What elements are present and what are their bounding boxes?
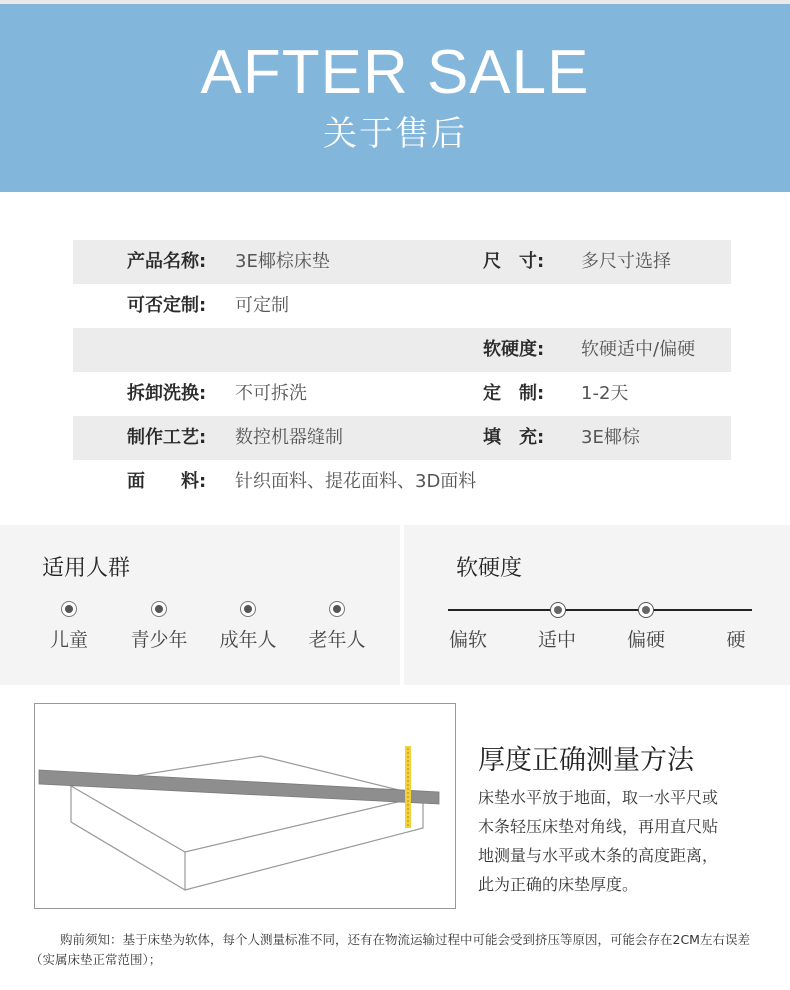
- spec-key: 面 料:: [127, 471, 207, 492]
- spec-key: 拆卸洗换:: [127, 383, 207, 404]
- hardness-marker-icon: [550, 602, 566, 618]
- option-teenagers: [114, 601, 204, 652]
- hardness-label: 偏硬: [626, 629, 665, 651]
- spec-row: [73, 372, 731, 416]
- option-elderly: [292, 601, 382, 652]
- hardness-panel: [404, 525, 790, 685]
- spec-key: 尺 寸:: [483, 251, 545, 272]
- method-line: 木条轻压床垫对角线，再用直尺贴: [478, 817, 719, 836]
- option-label: 老年人: [308, 629, 366, 651]
- option-label: 成年人: [219, 629, 277, 651]
- hardness-marker-icon: [638, 602, 654, 618]
- option-label: 儿童: [49, 629, 88, 651]
- spec-value: 不可拆洗: [235, 383, 307, 404]
- banner-title: AFTER SALE: [200, 38, 590, 107]
- hardness-scale-line: [448, 609, 752, 611]
- spec-row: [73, 416, 731, 460]
- hardness-label: 硬: [726, 629, 746, 651]
- product-spec-table: [73, 240, 731, 504]
- spec-row: [73, 240, 731, 284]
- option-children: [24, 601, 114, 652]
- suitable-people-panel: [0, 525, 400, 685]
- option-adults: [203, 601, 293, 652]
- measurement-method-title: 厚度正确测量方法: [478, 745, 694, 776]
- spec-key: 制作工艺:: [127, 427, 207, 448]
- hardness-title: 软硬度: [456, 556, 523, 581]
- hardness-label: 适中: [537, 629, 576, 651]
- option-label: 青少年: [130, 629, 188, 651]
- spec-key: 可否定制:: [127, 295, 207, 316]
- mattress-measure-illustration: [35, 704, 455, 908]
- spec-value: 多尺寸选择: [581, 251, 671, 272]
- measurement-diagram: [34, 703, 456, 909]
- banner-subtitle: 关于售后: [323, 114, 467, 154]
- radio-dot-icon: [151, 601, 167, 617]
- radio-dot-icon: [240, 601, 256, 617]
- spec-row: [73, 328, 731, 372]
- spec-key: 软硬度:: [483, 339, 545, 360]
- spec-value: 1-2天: [581, 383, 629, 404]
- measurement-method-text: [478, 783, 778, 899]
- suitable-people-title: 适用人群: [42, 556, 131, 581]
- spec-value: 数控机器缝制: [235, 427, 343, 448]
- hardness-label: 偏软: [448, 629, 487, 651]
- banner-top-strip: [0, 0, 790, 4]
- method-line: 床垫水平放于地面，取一水平尺或: [478, 788, 719, 807]
- method-line: 地测量与水平或木条的高度距离，: [478, 846, 719, 865]
- radio-dot-icon: [61, 601, 77, 617]
- spec-value: 3E椰棕: [581, 427, 640, 448]
- spec-value: 针织面料、提花面料、3D面料: [235, 471, 477, 492]
- spec-key: 定 制:: [483, 383, 545, 404]
- spec-key: 产品名称:: [127, 251, 207, 272]
- after-sale-banner: [0, 0, 790, 192]
- method-line: 此为正确的床垫厚度。: [478, 875, 639, 894]
- spec-value: 可定制: [235, 295, 289, 316]
- radio-dot-icon: [329, 601, 345, 617]
- spec-row: [73, 460, 731, 504]
- spec-value: 软硬适中/偏硬: [581, 339, 696, 360]
- spec-row: [73, 284, 731, 328]
- spec-key: 填 充:: [483, 427, 545, 448]
- spec-value: 3E椰棕床垫: [235, 251, 330, 272]
- purchase-notice: 购前须知：基于床垫为软体，每个人测量标准不同，还有在物流运输过程中可能会受到挤压等原因，可能会存在2CM左右误差（实属床垫正常范围）；: [30, 932, 750, 967]
